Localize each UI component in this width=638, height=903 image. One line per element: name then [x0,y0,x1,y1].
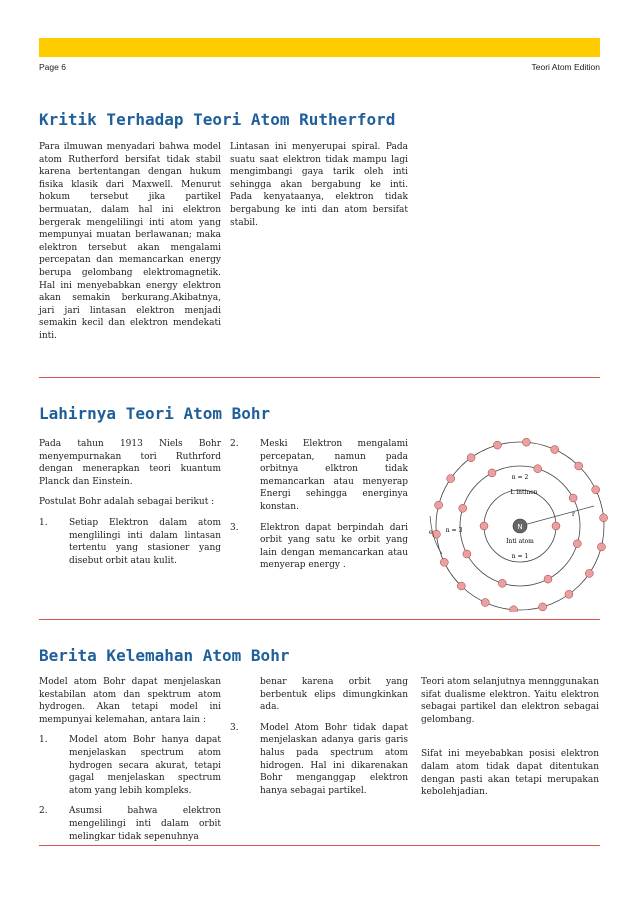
electron-dot [457,582,465,590]
orbit-label-n1: n = 1 [511,553,529,560]
header-band [39,38,600,57]
section3-col3-p1: Teori atom selanjutnya mennggunakan sifat dualisme elektron. Yaitu elektron sebagai partikel dan elektron sebagai gelombang. [421,677,599,725]
electron-dot [440,558,448,566]
list-text: Meski Elektron mengalami percepatan, namun pada orbitnya elktron tidak memancarkan atau menyerap Energi sehingga energinya konstan. [260,439,408,512]
electron-dot [481,599,489,607]
nucleus-symbol: N [517,523,523,531]
electron-dot [534,465,542,473]
section1-col2 [230,141,408,237]
electron-dot [551,446,559,454]
electron-dot [552,522,560,530]
weakness-item-1 [39,734,221,797]
section3-col2 [230,676,408,805]
electron-dot [498,579,506,587]
weakness-item-2-cont [230,676,408,714]
bohr-atom-diagram [424,436,608,612]
section3-col1 [39,676,221,851]
list-number: 3. [230,722,239,733]
section2-col1 [39,438,221,575]
list-number: 3. [230,522,239,533]
section1-col2-text: Lintasan ini menyerupai spiral. Pada suatu saat elektron tidak mampu lagi mengimbangi gaya tarik oleh inti sehingga akan bergabung ke inti. Pada kenyataanya, elektron tidak bergabung ke inti dan atom bersifat stabil. [230,142,408,228]
list-text: Model Atom Bohr tidak dapat menjelaskan adanya garis garis halus pada spectrum atom hidrogen. Hal ini dikarenakan Bohr menganggap elektron hanya sebagai partikel. [260,722,408,796]
divider-1 [39,377,600,378]
electron-dot [573,540,581,548]
section2-postulat: Postulat Bohr adalah sebagai berikut : [39,497,215,508]
electron-dot [493,441,501,449]
section-title-lahirnya: Lahirnya Teori Atom Bohr [39,404,271,423]
electron-dot [467,454,475,462]
electron-dot [488,469,496,477]
electron-dot [435,501,443,509]
electron-dot [585,569,593,577]
postulat-item-1 [39,517,221,567]
list-text: Asumsi bahwa elektron mengelilingi inti dalam orbit melingkar tidak sepenuhnya [69,806,221,842]
electron-dot [510,606,518,612]
page-number: Page 6 [39,62,66,72]
list-text: Elektron dapat berpindah dari orbit yang satu ke orbit yang lain dengan memancarkan atau menyerap energy . [260,522,408,571]
electron-dot [522,438,530,446]
divider-2 [39,619,600,620]
radius-label: r [572,511,575,518]
postulat-item-3 [230,522,408,572]
list-text: Model atom Bohr hanya dapat menjelaskan spectrum atom hydrogen secara akurat, tetapi gagal menjelaskan spectrum atom yang lebih kompleks. [69,735,221,796]
list-number-blank [230,676,260,714]
electron-dot [592,486,600,494]
postulat-item-2 [230,438,408,514]
electron-dot [544,575,552,583]
edition-title: Teori Atom Edition [531,62,600,72]
list-number: 1. [39,517,48,528]
shell-label: L intinen [510,489,538,496]
section3-col3 [421,676,599,807]
divider-3 [39,845,600,846]
electron-dot [597,543,605,551]
section3-col3-p2: Sifat ini meyebabkan posisi elektron dalam atom tidak dapat ditentukan dengan pasti akan tetapi merupakan kebolehjadian. [421,749,599,798]
list-number: 2. [39,806,48,817]
electron-dot [600,514,608,522]
list-number: 2. [230,439,239,449]
weakness-item-3 [230,722,408,798]
section-title-kritik: Kritik Terhadap Teori Atom Rutherford [39,110,396,129]
section-title-berita: Berita Kelemahan Atom Bohr [39,646,290,665]
electron-dot [575,462,583,470]
electron-label: e [429,529,433,536]
list-number: 1. [39,735,48,746]
electron-dot [447,475,455,483]
list-text: benar karena orbit yang berbentuk elips dimungkinkan ada. [260,677,408,713]
electron-dot [459,504,467,512]
electron-dot [480,522,488,530]
electron-dot [463,550,471,558]
nucleus-label: Inti atom [506,538,534,545]
section2-col2 [230,438,408,580]
section3-intro: Model atom Bohr dapat menjelaskan kestabilan atom dan spektrum atom hydrogen. Akan tetapi model ini mempunyai kelemahan, antara lain : [39,677,221,725]
electron-dot [569,494,577,502]
electron-dot [565,590,573,598]
weakness-item-2 [39,805,221,843]
section2-intro: Pada tahun 1913 Niels Bohr menyempurnakan tori Ruthrford dengan menerapkan teori kuantum Planck dan Einstein. [39,439,221,487]
list-text: Setiap Elektron dalam atom menglilingi inti dalam lintasan tertentu yang stasioner yang disebut orbit atau kulit. [69,517,221,566]
orbit-label-n2: n = 2 [511,474,529,481]
orbit-label-n3: n = 3 [445,527,463,534]
electron-dot [539,603,547,611]
section1-col1-text: Para ilmuwan menyadari bahwa model atom Rutherford bersifat tidak stabil karena bertentangan dengan hukum fisika klasik dari Maxwell. Menurut hokum tersebut jika partikel bermuatan, dalam hal ini elektron bergerak mengelilingi inti atom yang mempunyai muatan berlawanan; maka elektron tersebut akan mengalami percepatan dan memancarkan energy berupa gelombang elektromagnetik. Hal ini menyebabkan energy elektron akan semakin berkurang.Akibatnya, jari jari lintasan elektron menjadi semakin kecil dan elektron mendekati inti. [39,142,221,341]
section1-col1 [39,141,221,351]
